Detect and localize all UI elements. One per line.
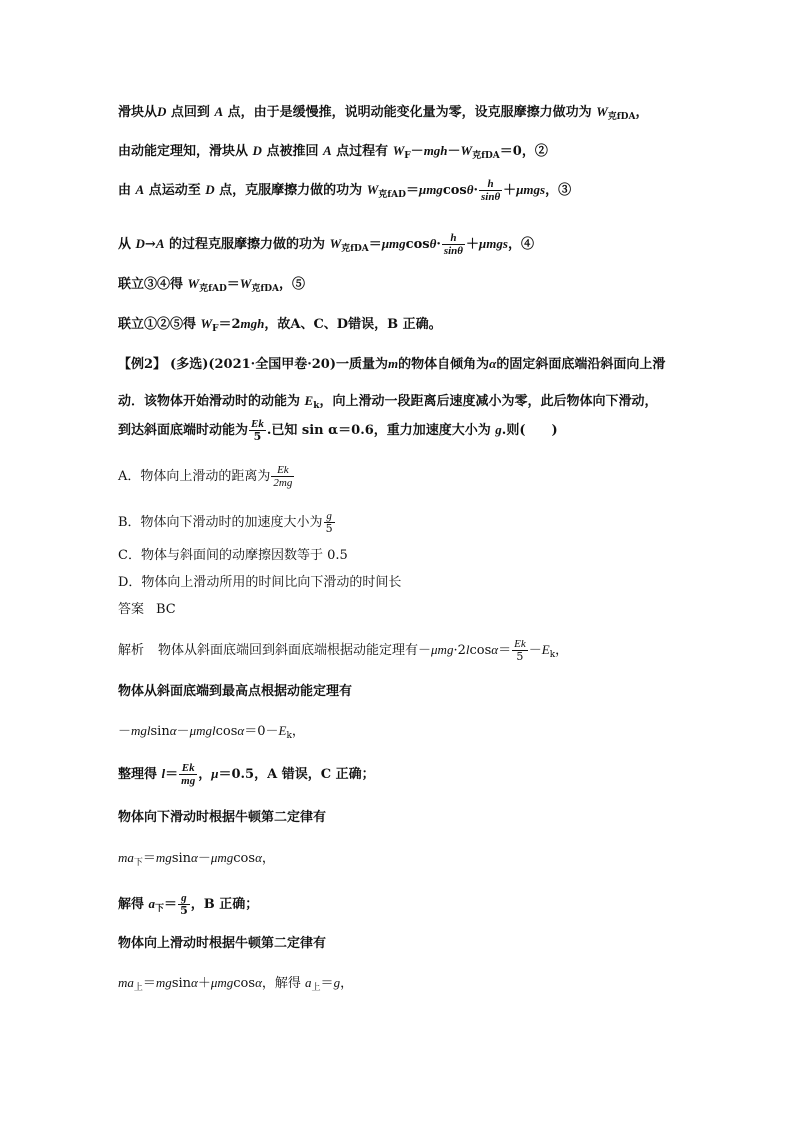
denominator: sinθ	[481, 191, 501, 203]
solution-line-6	[118, 316, 442, 337]
text: ＝	[405, 183, 419, 198]
denominator: 5	[516, 650, 524, 663]
text: cos	[405, 237, 430, 252]
text: 点，克服摩擦力做的功为	[214, 183, 367, 198]
answer-line	[118, 602, 176, 618]
subscript: k	[313, 401, 320, 411]
text: －	[447, 144, 461, 159]
var: α	[489, 356, 497, 371]
subscript: 克fDA	[607, 112, 636, 122]
example-line-3	[118, 418, 558, 443]
text: ＋	[466, 237, 480, 252]
var: g	[333, 975, 341, 990]
var: ma	[118, 850, 134, 865]
text: ＝0，②	[499, 144, 548, 159]
text: .已知 sin α＝0.6，重力加速度大小为	[266, 423, 496, 438]
var: μmg	[210, 850, 234, 865]
var: mgl	[131, 723, 151, 738]
subscript: 克fAD	[378, 190, 406, 200]
subscript: 上	[133, 983, 143, 993]
fraction	[442, 232, 465, 257]
text: ·	[473, 183, 478, 198]
var: D	[135, 236, 145, 251]
fraction	[178, 892, 190, 917]
var: α	[191, 975, 198, 990]
answer-value: BC	[156, 602, 176, 617]
text: 由	[118, 183, 136, 198]
option-d	[118, 575, 401, 591]
var: D	[157, 104, 167, 119]
var: μmg	[210, 975, 234, 990]
var: μ	[211, 766, 219, 781]
numerator: Ek	[514, 638, 526, 650]
var: mg	[155, 850, 172, 865]
var: E	[304, 393, 314, 408]
var: μmgs	[516, 182, 546, 197]
text: cos	[233, 851, 256, 866]
example-line-1	[118, 356, 665, 373]
text: B．物体向下滑动时的加速度大小为	[118, 515, 323, 530]
text: 的物体自倾角为	[398, 357, 490, 372]
var: W	[366, 182, 379, 197]
var: μmgl	[189, 723, 216, 738]
numerator: g	[178, 892, 190, 905]
numerator: h	[442, 232, 465, 245]
text: sin	[171, 976, 192, 991]
var: θ	[429, 236, 437, 251]
analysis-line-4	[118, 762, 375, 787]
subscript: k	[286, 731, 292, 741]
var: W	[596, 104, 608, 119]
text: cos	[469, 643, 492, 658]
text: ，⑤	[279, 277, 306, 292]
text: ＝0.5，A 错误，C 正确；	[218, 767, 375, 782]
var: W	[460, 143, 473, 158]
text: ＝	[164, 897, 178, 912]
option-a	[118, 464, 295, 489]
text: ，	[261, 851, 275, 866]
text: ＝	[320, 976, 334, 991]
text: ＝	[165, 767, 179, 782]
subscript: 克fDA	[472, 151, 500, 161]
text: ，	[198, 767, 212, 782]
text: 联立③④得	[118, 277, 188, 292]
text: ＝2	[218, 317, 241, 332]
text: ，故A、C、D错误，B 正确。	[264, 317, 442, 332]
text: ·2	[453, 643, 466, 658]
denominator: sinθ	[443, 245, 464, 257]
var: E	[541, 642, 550, 657]
text: ＝	[498, 643, 512, 658]
text: ＋	[503, 183, 517, 198]
text: 从	[118, 237, 136, 252]
text: 物体向上滑动时根据牛顿第二定律有	[118, 936, 327, 951]
var: μmg	[418, 182, 443, 197]
text: 的固定斜面底端沿斜面向上滑	[496, 357, 666, 372]
text: 物体从斜面底端回到斜面底端根据动能定理有－	[158, 643, 432, 658]
text: ，	[555, 643, 569, 658]
subscript: 克fAD	[199, 284, 227, 294]
text: －	[176, 724, 190, 739]
text: 解得	[118, 897, 149, 912]
text: ，解得	[261, 976, 306, 991]
var: a	[148, 896, 156, 911]
fraction	[479, 178, 502, 203]
option-b	[118, 510, 336, 535]
text: D．物体向上滑动所用的时间比向下滑动的时间长	[118, 575, 402, 590]
text: ＝0－	[244, 724, 279, 739]
text: 点被推回	[261, 144, 323, 159]
var: α	[191, 850, 198, 865]
analysis-line-8	[118, 936, 326, 952]
solution-line-4	[118, 232, 534, 257]
text: －	[528, 643, 542, 658]
text: ·	[436, 237, 441, 252]
text: cos	[233, 976, 256, 991]
analysis-line-3	[118, 723, 305, 744]
subscript: 上	[311, 983, 321, 993]
var: θ	[466, 182, 474, 197]
text: －	[410, 144, 424, 159]
text: ＝	[142, 976, 156, 991]
var: l	[161, 766, 166, 781]
analysis-line-2	[118, 684, 352, 700]
text: 物体向下滑动时根据牛顿第二定律有	[118, 810, 327, 825]
text: ，④	[507, 237, 534, 252]
text: 点过程有	[331, 144, 393, 159]
var: W	[329, 236, 342, 251]
fraction	[179, 762, 197, 787]
numerator: Ek	[271, 464, 294, 477]
text: 点，由于是缓慢推，说明动能变化量为零，设克服摩擦力做功为	[223, 105, 597, 120]
text: cos	[215, 724, 238, 739]
subscript: 克fDA	[341, 244, 369, 254]
var: α	[255, 850, 262, 865]
example-tag: 【例2】	[118, 357, 167, 372]
var: mg	[155, 975, 172, 990]
denominator: 5	[253, 430, 262, 443]
option-c	[118, 548, 348, 564]
var: μmgs	[479, 236, 508, 251]
analysis-line-5	[118, 810, 326, 826]
fraction	[249, 418, 266, 443]
text: ，B 正确；	[190, 897, 259, 912]
solution-line-5	[118, 276, 305, 297]
text: 到达斜面底端时动能为	[118, 423, 249, 438]
text: 物体从斜面底端到最高点根据动能定理有	[118, 684, 353, 699]
fraction	[324, 510, 335, 535]
text: 滑块从	[118, 105, 158, 120]
text: sin	[150, 724, 170, 739]
fraction	[512, 638, 528, 663]
var: a	[305, 975, 312, 990]
subscript: F	[212, 324, 219, 334]
denominator: mg	[181, 775, 196, 787]
text: 整理得	[118, 767, 162, 782]
text: －	[197, 851, 211, 866]
var: m	[387, 356, 399, 371]
text: ＝	[142, 851, 156, 866]
text: 点回到	[166, 105, 215, 120]
answer-label: 答案	[118, 602, 145, 617]
var: ma	[118, 975, 134, 990]
var: E	[278, 723, 287, 738]
text: →	[144, 237, 156, 252]
var: D	[252, 143, 262, 158]
text: cos	[442, 183, 467, 198]
text: .则( )	[501, 423, 558, 438]
var: W	[200, 316, 213, 331]
var: α	[491, 642, 499, 657]
analysis-line-7	[118, 892, 258, 917]
var: A	[135, 182, 145, 197]
analysis-line-6	[118, 850, 275, 871]
analysis-line-1	[118, 638, 568, 663]
denominator: 5	[180, 904, 188, 917]
var: μmg	[381, 236, 406, 251]
example-line-2	[118, 393, 657, 414]
text: 动．该物体开始滑动时的动能为	[118, 394, 305, 409]
solution-line-3	[118, 178, 571, 203]
var: mgh	[240, 316, 265, 331]
var: mgh	[423, 143, 448, 158]
solution-line-1	[118, 104, 648, 125]
analysis-line-9	[118, 975, 353, 996]
var: l	[465, 642, 470, 657]
var: A	[322, 143, 332, 158]
text: sin	[171, 851, 192, 866]
text: A．物体向上滑动的距离为	[118, 469, 271, 484]
text: －	[118, 724, 132, 739]
var: α	[237, 723, 245, 738]
var: W	[239, 276, 252, 291]
fraction	[271, 464, 294, 489]
text: ，	[635, 105, 649, 120]
var: D	[205, 182, 215, 197]
var: α	[169, 723, 177, 738]
text: C．物体与斜面间的动摩擦因数等于 0.5	[118, 548, 348, 563]
numerator: Ek	[179, 762, 197, 775]
numerator: h	[479, 178, 502, 191]
var: α	[255, 975, 262, 990]
var: W	[392, 143, 405, 158]
analysis-label: 解析	[118, 643, 145, 658]
var: A	[214, 104, 224, 119]
solution-line-2	[118, 143, 548, 164]
denominator: 2mg	[273, 477, 293, 489]
text: ，③	[545, 183, 572, 198]
text: ＋	[197, 976, 211, 991]
subscript: 克fDA	[251, 284, 280, 294]
text: ＝	[226, 277, 240, 292]
subscript: 下	[155, 904, 165, 914]
var: μmg	[431, 642, 454, 657]
text: 点运动至	[144, 183, 206, 198]
text: 联立①②⑤得	[118, 317, 201, 332]
subscript: k	[549, 650, 556, 660]
text: ，	[291, 724, 305, 739]
text: (多选)(2021·全国甲卷·20)一质量为	[170, 357, 388, 372]
var: g	[495, 422, 502, 437]
text: 的过程克服摩擦力做的功为	[164, 237, 330, 252]
text: ，	[340, 976, 354, 991]
subscript: 下	[133, 858, 143, 868]
numerator: Ek	[251, 418, 264, 430]
var: W	[187, 276, 200, 291]
text: ，向上滑动一段距离后速度减小为零，此后物体向下滑动，	[319, 394, 658, 409]
numerator: g	[324, 510, 335, 523]
subscript: F	[404, 151, 411, 161]
text: 由动能定理知，滑块从	[118, 144, 253, 159]
denominator: 5	[325, 522, 333, 535]
text: ＝	[368, 237, 382, 252]
var: A	[155, 236, 165, 251]
